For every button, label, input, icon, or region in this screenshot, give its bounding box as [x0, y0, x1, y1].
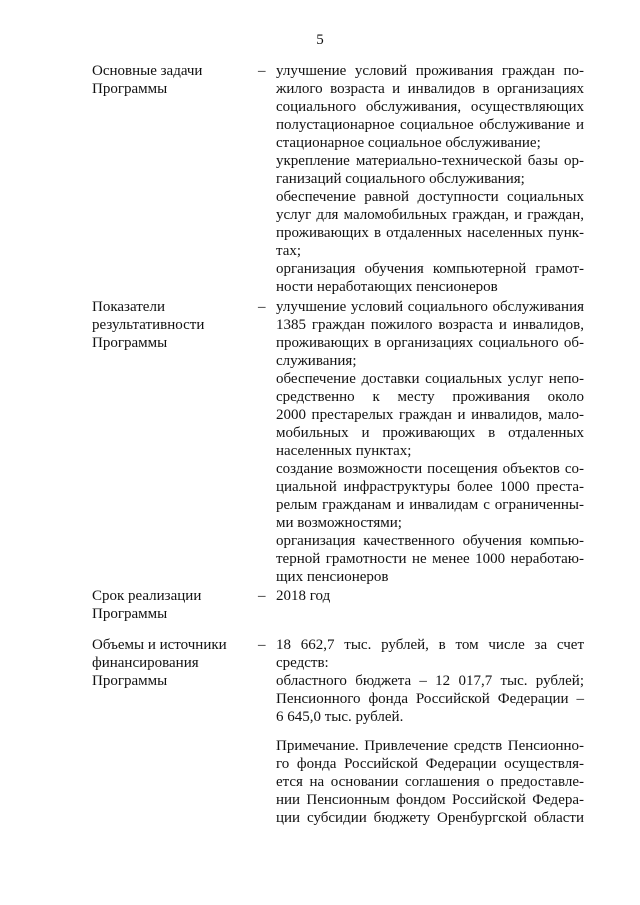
text-line: организация обучения компьютерной грамот- — [276, 261, 584, 277]
row-label — [92, 298, 252, 352]
row-content — [276, 62, 584, 296]
text-line: средственно к месту проживания около — [276, 389, 584, 405]
text-line: обеспечение равной доступности социальных — [276, 189, 584, 205]
text-line: 18 662,7 тыс. рублей, в том числе за счет — [276, 637, 584, 653]
text-line: ности неработающих пенсионеров — [276, 279, 498, 295]
text-line: терной грамотности не менее 1000 неработаю- — [276, 551, 584, 567]
text-line: проживающих в организациях социального об- — [276, 335, 584, 351]
label-line: Программы — [92, 81, 168, 97]
label-line: Срок реализации — [92, 588, 202, 604]
label-line: финансирования — [92, 655, 199, 671]
text-line: жилого возраста и инвалидов в организациях — [276, 81, 584, 97]
label-line: Программы — [92, 606, 168, 622]
dash-separator: – — [258, 299, 266, 315]
text-line: ции субсидии бюджету Оренбургской области — [276, 810, 584, 826]
text-line: циальной инфраструктуры более 1000 преста- — [276, 479, 584, 495]
label-line: Основные задачи — [92, 63, 203, 79]
text-line: проживающих в отдаленных населенных пунк- — [276, 225, 584, 241]
label-line: Программы — [92, 335, 168, 351]
label-line: Объемы и источники — [92, 637, 227, 653]
text-line: ется на основании соглашения о предоставле- — [276, 774, 584, 790]
text-line: средств: — [276, 655, 329, 671]
dash-separator: – — [258, 63, 266, 79]
row-label — [92, 62, 252, 98]
text-line: 6 645,0 тыс. рублей. — [276, 709, 404, 725]
text-line: улучшение условий социального обслуживания — [276, 299, 584, 315]
text-line: Примечание. Привлечение средств Пенсионно- — [276, 738, 584, 754]
dash-separator: – — [258, 588, 266, 604]
text-line: укрепление материально-технической базы ор- — [276, 153, 584, 169]
funding-text — [276, 636, 584, 726]
text-line: щих пенсионеров — [276, 569, 389, 585]
text-line: стационарное социальное обслуживание; — [276, 135, 541, 151]
text-line: мобильных и проживающих в отдаленных — [276, 425, 584, 441]
text-line: Пенсионного фонда Российской Федерации – — [276, 691, 584, 707]
text-line: 2000 престарелых граждан и инвалидов, мало- — [276, 407, 584, 423]
text-line: населенных пунктах; — [276, 443, 412, 459]
text-line: релым гражданам и инвалидам с ограниченны- — [276, 497, 584, 513]
text-line: услуг для маломобильных граждан, и граждан, — [276, 207, 584, 223]
row-content — [276, 298, 584, 586]
text-line: ганизаций социального обслуживания; — [276, 171, 525, 187]
text-line: организация качественного обучения компью- — [276, 533, 584, 549]
row-content — [276, 636, 584, 827]
page-number: 5 — [316, 32, 324, 48]
row-content — [276, 587, 584, 605]
row-label — [92, 636, 252, 690]
text-line: го фонда Российской Федерации осуществля- — [276, 756, 584, 772]
text-line: 2018 год — [276, 588, 331, 604]
dash-separator: – — [258, 637, 266, 653]
text-line: 1385 граждан пожилого возраста и инвалидов, — [276, 317, 584, 333]
row-label — [92, 587, 252, 623]
label-line: Программы — [92, 673, 168, 689]
text-line: тах; — [276, 243, 302, 259]
text-line: улучшение условий проживания граждан по- — [276, 63, 584, 79]
text-line: нии Пенсионным фондом Российской Федера- — [276, 792, 584, 808]
label-line: Показатели — [92, 299, 165, 315]
text-line: обеспечение доставки социальных услуг непо- — [276, 371, 584, 387]
text-line: областного бюджета – 12 017,7 тыс. рублей; — [276, 673, 584, 689]
text-line: социального обслуживания, осуществляющих — [276, 99, 584, 115]
text-line: ми возможностями; — [276, 515, 402, 531]
text-line: создание возможности посещения объектов со- — [276, 461, 584, 477]
funding-note — [276, 737, 584, 827]
text-line: полустационарное социальное обслуживание и — [276, 117, 584, 133]
text-line: служивания; — [276, 353, 357, 369]
label-line: результативности — [92, 317, 205, 333]
